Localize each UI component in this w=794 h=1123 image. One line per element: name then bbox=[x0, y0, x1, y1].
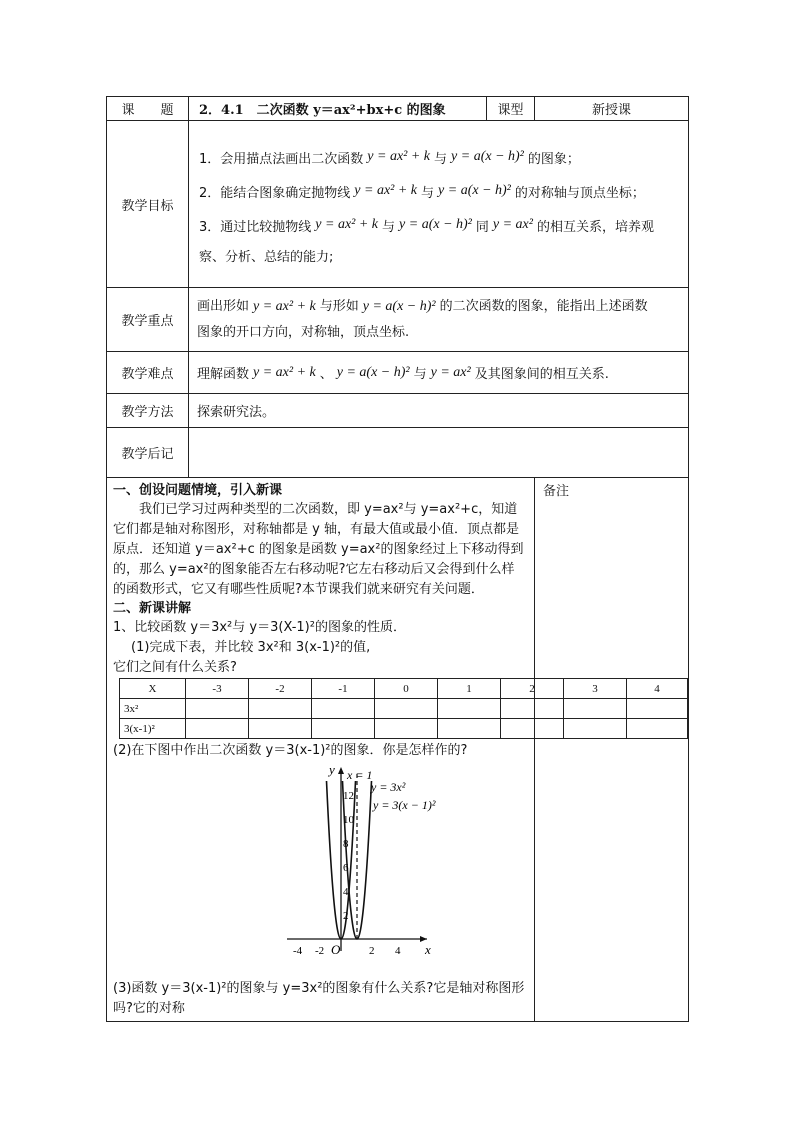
value-table-header bbox=[120, 679, 688, 699]
goal-3-tail: 的相互关系，培养观 bbox=[536, 219, 654, 235]
y-tick-label: 12 bbox=[343, 790, 354, 802]
type-value: 新授课 bbox=[535, 97, 689, 121]
difficulty-line bbox=[197, 363, 688, 382]
item-1-sub: (1)完成下表，并比较 3x²和 3(x-1)²的值, bbox=[131, 640, 371, 655]
x-tick-label: 4 bbox=[395, 945, 401, 957]
item-1-sub-2: 它们之间有什么关系? bbox=[113, 660, 237, 675]
section-1-paragraph: 我们已学习过两种类型的二次函数，即 y=ax²与 y=ax²+c，知道它们都是轴对称图形，对称轴都是 y 轴，有最大值或最小值．顶点都是原点．还知道 y＝ax²+c 的图象是函数 y=ax²的图象经过上下移动得到的，那么 y=ax²的图象能否左右移动呢?它左右移动后又会得到什么样的函数形式，它又有哪些性质呢?本节课我们就来研究有关问题． bbox=[113, 502, 524, 597]
type-label: 课型 bbox=[487, 97, 535, 121]
difficulty-label: 教学难点 bbox=[107, 352, 189, 394]
x-tick-label: -4 bbox=[293, 945, 303, 957]
goal-1-text: 1．会用描点法画出二次函数 bbox=[199, 151, 364, 167]
value-table-cell[interactable] bbox=[438, 699, 501, 719]
value-table-header-cell: 1 bbox=[438, 679, 501, 699]
header-row bbox=[107, 97, 689, 121]
goal-1-conj: 与 bbox=[434, 151, 448, 167]
value-table-cell[interactable] bbox=[627, 719, 688, 739]
value-table bbox=[119, 678, 688, 739]
x-tick-label: -2 bbox=[315, 945, 325, 957]
symmetry-line-label: x = 1 bbox=[347, 768, 373, 782]
goal-3-line-2: 察、分析、总结的能力; bbox=[199, 249, 334, 265]
curve-2-label: y = 3(x − 1)² bbox=[373, 798, 436, 812]
value-table-header-cell: -2 bbox=[249, 679, 312, 699]
curve-1-label: y = 3x² bbox=[371, 780, 406, 794]
goal-3-conj-2: 同 bbox=[475, 219, 489, 235]
goal-2 bbox=[199, 174, 688, 208]
topic-label: 课 题 bbox=[107, 97, 189, 121]
value-table-cell[interactable] bbox=[564, 699, 627, 719]
lesson-title: 2．4.1 二次函数 y＝ax²+bx+c 的图象 bbox=[189, 97, 487, 121]
difficulty-sep: 、 bbox=[319, 367, 333, 382]
method-row bbox=[107, 394, 689, 428]
focus-text: 画出形如 bbox=[197, 298, 250, 314]
value-table-header-cell: -1 bbox=[312, 679, 375, 699]
goals-label: 教学目标 bbox=[107, 121, 189, 288]
value-table-cell[interactable] bbox=[312, 699, 375, 719]
focus-tail: 的二次函数的图象，能指出上述函数 bbox=[439, 298, 648, 314]
goal-1-formula-a: y = ax² + k bbox=[367, 149, 431, 164]
section-1-heading: 一、创设问题情境，引入新课 bbox=[113, 483, 283, 498]
value-table-header-cell: X bbox=[120, 679, 186, 699]
goals-content bbox=[189, 121, 689, 288]
item-2: (2)在下图中作出二次函数 y＝3(x-1)²的图象．你是怎样作的? bbox=[113, 743, 468, 758]
value-table-header-cell: 4 bbox=[627, 679, 688, 699]
value-table-cell[interactable] bbox=[249, 719, 312, 739]
value-table-cell[interactable] bbox=[501, 699, 564, 719]
goal-3-text: 3．通过比较抛物线 bbox=[199, 219, 312, 235]
goal-2-formula-b: y = a(x − h)² bbox=[438, 183, 511, 198]
value-table-cell[interactable] bbox=[249, 699, 312, 719]
focus-row bbox=[107, 288, 689, 352]
method-label: 教学方法 bbox=[107, 394, 189, 428]
y-tick-label: 2 bbox=[343, 910, 349, 922]
difficulty-formula-b: y = a(x − h)² bbox=[336, 364, 410, 380]
goal-1 bbox=[199, 140, 688, 174]
goal-2-conj: 与 bbox=[421, 185, 435, 201]
difficulty-conj: 与 bbox=[413, 367, 427, 382]
y-axis-arrow bbox=[338, 767, 344, 774]
focus-content bbox=[189, 288, 689, 352]
value-table-header-cell: 2 bbox=[501, 679, 564, 699]
remark-column: 备注 bbox=[535, 478, 689, 1022]
value-table-row-2 bbox=[120, 719, 688, 739]
x-axis-label: x bbox=[425, 942, 431, 957]
goals-row bbox=[107, 121, 689, 288]
value-table-cell[interactable] bbox=[438, 719, 501, 739]
lesson-body-row bbox=[107, 478, 689, 1022]
afterword-value bbox=[189, 428, 689, 478]
goal-2-text: 2．能结合图象确定抛物线 bbox=[199, 185, 351, 201]
value-table-cell[interactable] bbox=[312, 719, 375, 739]
item-1: 1、比较函数 y＝3x²与 y＝3(X-1)²的图象的性质． bbox=[113, 620, 406, 635]
value-table-row-1 bbox=[120, 699, 688, 719]
difficulty-tail: 及其图象间的相互关系. bbox=[474, 367, 609, 382]
focus-line-1 bbox=[197, 294, 688, 320]
afterword-label: 教学后记 bbox=[107, 428, 189, 478]
goal-3-cont bbox=[199, 242, 688, 268]
item-3: (3)函数 y＝3(x-1)²的图象与 y=3x²的图象有什么关系?它是轴对称图形吗?它的对称 bbox=[113, 981, 525, 1016]
goal-3-formula-c: y = ax² bbox=[492, 217, 533, 232]
value-table-cell[interactable] bbox=[186, 719, 249, 739]
focus-label: 教学重点 bbox=[107, 288, 189, 352]
value-table-row-label: 3(x-1)² bbox=[120, 719, 186, 739]
y-tick-label: 10 bbox=[343, 814, 354, 826]
value-table-cell[interactable] bbox=[627, 699, 688, 719]
value-table-cell[interactable] bbox=[375, 699, 438, 719]
focus-conj: 与形如 bbox=[319, 298, 359, 314]
x-tick-label: 2 bbox=[369, 945, 375, 957]
value-table-header-cell: 0 bbox=[375, 679, 438, 699]
focus-line-2: 图象的开口方向，对称轴，顶点坐标. bbox=[197, 324, 410, 340]
goal-1-tail: 的图象； bbox=[527, 151, 580, 167]
value-table-header-cell: 3 bbox=[564, 679, 627, 699]
difficulty-text: 理解函数 bbox=[197, 367, 250, 382]
goal-2-formula-a: y = ax² + k bbox=[354, 183, 418, 198]
value-table-row-label: 3x² bbox=[120, 699, 186, 719]
goal-3-conj: 与 bbox=[382, 219, 396, 235]
afterword-row bbox=[107, 428, 689, 478]
y-tick-label: 4 bbox=[343, 886, 349, 898]
value-table-cell[interactable] bbox=[186, 699, 249, 719]
focus-formula-b: y = a(x − h)² bbox=[362, 298, 436, 314]
y-axis-label: y bbox=[329, 762, 335, 777]
difficulty-content bbox=[189, 352, 689, 394]
goal-3-formula-b: y = a(x − h)² bbox=[399, 217, 472, 232]
y-tick-label: 6 bbox=[343, 862, 349, 874]
parabola-graph bbox=[277, 761, 477, 961]
goal-1-formula-b: y = a(x − h)² bbox=[451, 149, 524, 164]
focus-formula-a: y = ax² + k bbox=[253, 298, 316, 314]
value-table-cell[interactable] bbox=[501, 719, 564, 739]
lesson-plan-sheet bbox=[106, 96, 688, 1024]
parabola-graph-svg bbox=[277, 761, 477, 961]
value-table-cell[interactable] bbox=[564, 719, 627, 739]
goal-3 bbox=[199, 208, 688, 242]
value-table-cell[interactable] bbox=[375, 719, 438, 739]
goal-2-tail: 的对称轴与顶点坐标； bbox=[514, 185, 645, 201]
difficulty-formula-a: y = ax² + k bbox=[253, 364, 316, 380]
difficulty-row bbox=[107, 352, 689, 394]
value-table-header-cell: -3 bbox=[186, 679, 249, 699]
difficulty-formula-c: y = ax² bbox=[430, 364, 471, 380]
section-2-heading: 二、新课讲解 bbox=[113, 601, 192, 616]
method-value: 探索研究法。 bbox=[189, 394, 689, 428]
y-tick-label: 8 bbox=[343, 838, 349, 850]
goal-3-formula-a: y = ax² + k bbox=[315, 217, 379, 232]
origin-label: O bbox=[331, 942, 341, 957]
lesson-plan-table bbox=[106, 96, 689, 1022]
